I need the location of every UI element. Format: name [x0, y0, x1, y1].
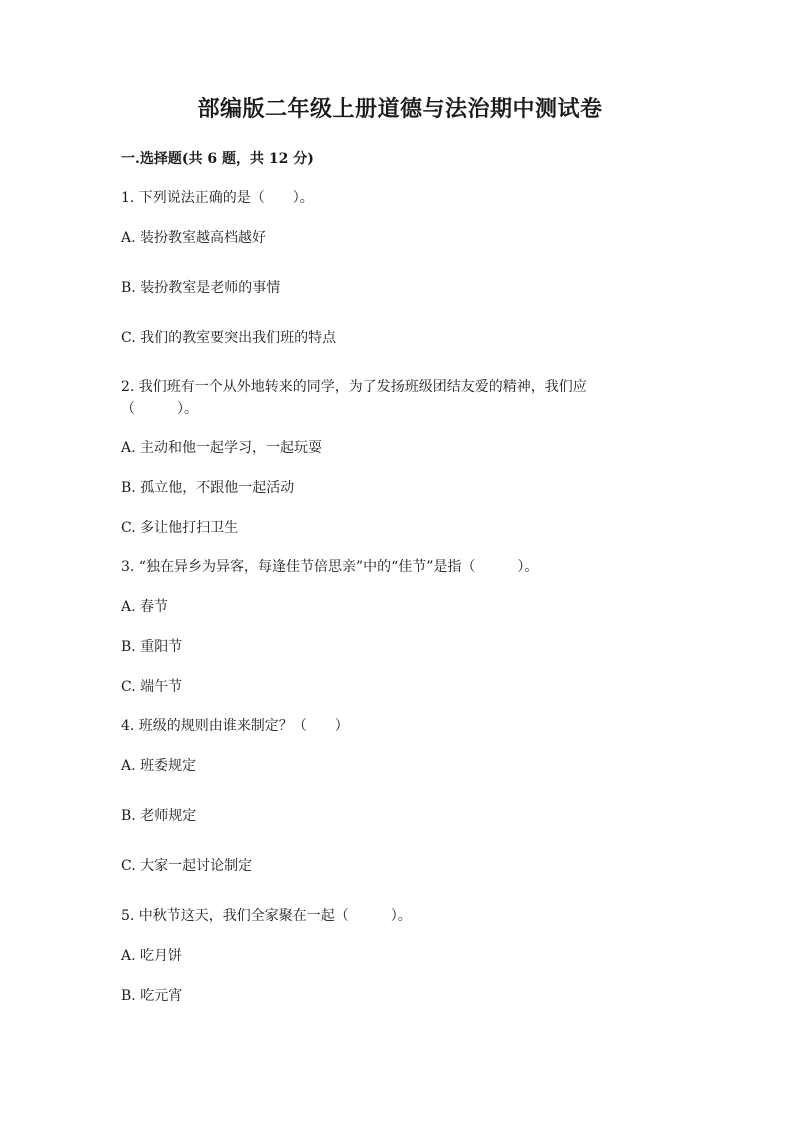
question-3-option-c: C. 端午节	[121, 679, 183, 695]
question-4-option-b: B. 老师规定	[121, 808, 197, 824]
question-2-option-c: C. 多让他打扫卫生	[121, 520, 239, 536]
question-3-option-b: B. 重阳节	[121, 639, 183, 655]
question-1-option-a: A. 装扮教室越高档越好	[121, 230, 267, 246]
question-4-option-a: A. 班委规定	[121, 758, 197, 774]
question-4-option-c: C. 大家一起讨论制定	[121, 858, 253, 874]
question-5-stem: 5. 中秋节这天，我们全家聚在一起（ ）。	[121, 908, 412, 924]
question-3-option-a: A. 春节	[121, 599, 169, 615]
question-5-option-a: A. 吃月饼	[121, 948, 183, 964]
question-5-option-b: B. 吃元宵	[121, 988, 183, 1004]
question-2-stem-continued: （ ）。	[121, 401, 198, 417]
question-4-stem: 4. 班级的规则由谁来制定？（ ）	[121, 718, 349, 734]
section-heading: 一.选择题(共 6 题，共 12 分)	[121, 151, 314, 167]
question-2-option-b: B. 孤立他，不跟他一起活动	[121, 480, 295, 496]
question-1-option-b: B. 装扮教室是老师的事情	[121, 280, 281, 296]
question-2-stem: 2. 我们班有一个从外地转来的同学，为了发扬班级团结友爱的精神，我们应	[121, 379, 587, 395]
question-2-option-a: A. 主动和他一起学习，一起玩耍	[121, 440, 323, 456]
question-1-option-c: C. 我们的教室要突出我们班的特点	[121, 330, 337, 346]
page-title: 部编版二年级上册道德与法治期中测试卷	[197, 96, 603, 122]
question-3-stem: 3. “独在异乡为异客，每逢佳节倍思亲”中的“佳节”是指（ ）。	[121, 559, 539, 575]
question-1-stem: 1. 下列说法正确的是（ ）。	[121, 190, 314, 206]
